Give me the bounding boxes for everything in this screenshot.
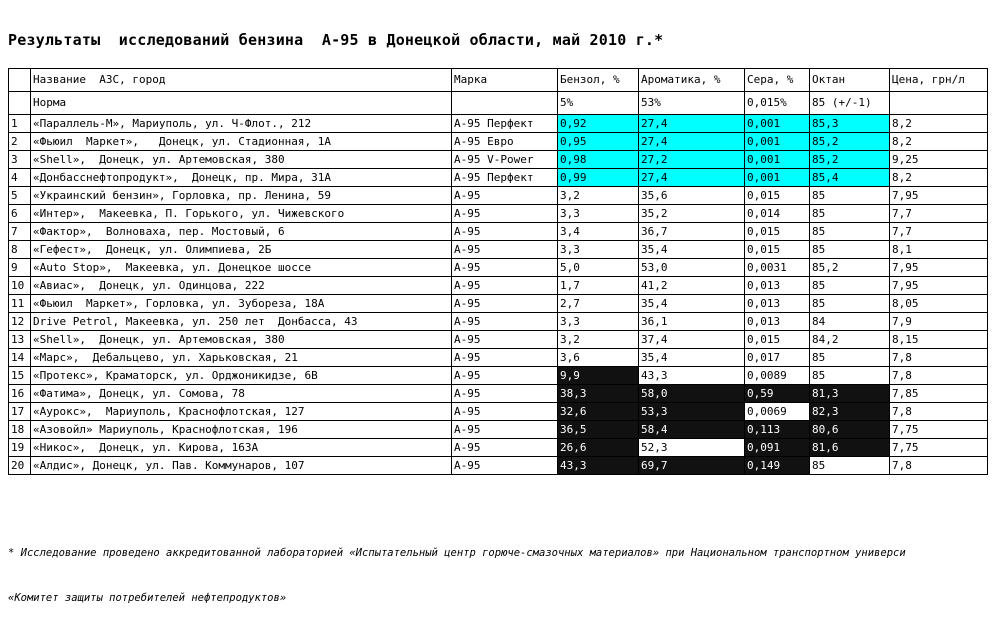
cell-octane: 80,6 xyxy=(810,421,890,439)
header-row xyxy=(9,69,988,92)
cell-brand: А-95 xyxy=(452,295,558,313)
col-header-aromatics: Ароматика, % xyxy=(639,69,745,92)
cell-brand: А-95 xyxy=(452,277,558,295)
footnote-line-2: «Комитет защиты потребителей нефтепродуктов» xyxy=(8,592,287,604)
cell-octane: 85,4 xyxy=(810,169,890,187)
cell-brand: А-95 V-Power xyxy=(452,151,558,169)
cell-name: «Никос», Донецк, ул. Кирова, 163А xyxy=(31,439,452,457)
cell-brand: А-95 xyxy=(452,205,558,223)
cell-benzol: 1,7 xyxy=(558,277,639,295)
cell-sulfur: 0,015 xyxy=(745,331,810,349)
cell-price: 9,25 xyxy=(890,151,988,169)
norm-label: Норма xyxy=(31,92,452,115)
cell-n: 8 xyxy=(9,241,31,259)
cell-octane: 85,2 xyxy=(810,151,890,169)
cell-n: 4 xyxy=(9,169,31,187)
cell-octane: 81,3 xyxy=(810,385,890,403)
norm-benzol: 5% xyxy=(558,92,639,115)
col-header-octane: Октан xyxy=(810,69,890,92)
cell-name: «Донбасснефтопродукт», Донецк, пр. Мира, 31А xyxy=(31,169,452,187)
cell-brand: А-95 Перфект xyxy=(452,169,558,187)
table-row xyxy=(9,313,988,331)
cell-name: «Фьюил Маркет», Донецк, ул. Стадионная, 1А xyxy=(31,133,452,151)
cell-price: 7,75 xyxy=(890,439,988,457)
table-row xyxy=(9,331,988,349)
cell-octane: 81,6 xyxy=(810,439,890,457)
cell-octane: 85 xyxy=(810,367,890,385)
cell-n: 2 xyxy=(9,133,31,151)
cell-aromatics: 53,3 xyxy=(639,403,745,421)
cell-name: «Shell», Донецк, ул. Артемовская, 380 xyxy=(31,331,452,349)
cell-brand: А-95 xyxy=(452,385,558,403)
table-row xyxy=(9,403,988,421)
cell-octane: 85,3 xyxy=(810,115,890,133)
cell-price: 8,15 xyxy=(890,331,988,349)
cell-benzol: 3,2 xyxy=(558,187,639,205)
cell-price: 7,9 xyxy=(890,313,988,331)
cell-aromatics: 43,3 xyxy=(639,367,745,385)
cell-name: «Авиас», Донецк, ул. Одинцова, 222 xyxy=(31,277,452,295)
cell-price: 8,1 xyxy=(890,241,988,259)
cell-price: 7,95 xyxy=(890,187,988,205)
col-header-benzol: Бензол, % xyxy=(558,69,639,92)
cell-price: 7,8 xyxy=(890,349,988,367)
cell-aromatics: 35,4 xyxy=(639,349,745,367)
cell-price: 8,2 xyxy=(890,115,988,133)
cell-brand: А-95 xyxy=(452,439,558,457)
cell-n: 16 xyxy=(9,385,31,403)
cell-name: «Фьюил Маркет», Горловка, ул. Зубореза, 18А xyxy=(31,295,452,313)
cell-benzol: 0,99 xyxy=(558,169,639,187)
cell-aromatics: 69,7 xyxy=(639,457,745,475)
cell-octane: 85 xyxy=(810,205,890,223)
cell-sulfur: 0,091 xyxy=(745,439,810,457)
cell-brand: А-95 xyxy=(452,457,558,475)
cell-sulfur: 0,014 xyxy=(745,205,810,223)
cell-octane: 85,2 xyxy=(810,259,890,277)
cell-sulfur: 0,017 xyxy=(745,349,810,367)
cell-sulfur: 0,015 xyxy=(745,241,810,259)
cell-sulfur: 0,015 xyxy=(745,223,810,241)
cell-n: 7 xyxy=(9,223,31,241)
cell-octane: 85,2 xyxy=(810,133,890,151)
cell-sulfur: 0,149 xyxy=(745,457,810,475)
cell-benzol: 32,6 xyxy=(558,403,639,421)
norm-octane: 85 (+/-1) xyxy=(810,92,890,115)
cell-sulfur: 0,001 xyxy=(745,115,810,133)
cell-benzol: 38,3 xyxy=(558,385,639,403)
table-row xyxy=(9,259,988,277)
cell-name: «Параллель-М», Мариуполь, ул. Ч-Флот., 212 xyxy=(31,115,452,133)
cell-benzol: 26,6 xyxy=(558,439,639,457)
norm-aromatics: 53% xyxy=(639,92,745,115)
table-row xyxy=(9,115,988,133)
table-row xyxy=(9,241,988,259)
cell-brand: А-95 xyxy=(452,313,558,331)
cell-price: 7,85 xyxy=(890,385,988,403)
cell-benzol: 3,2 xyxy=(558,331,639,349)
cell-aromatics: 35,4 xyxy=(639,295,745,313)
cell-sulfur: 0,013 xyxy=(745,313,810,331)
cell-price: 7,75 xyxy=(890,421,988,439)
cell-price: 7,8 xyxy=(890,457,988,475)
cell-sulfur: 0,0031 xyxy=(745,259,810,277)
cell-price: 7,7 xyxy=(890,223,988,241)
norm-row xyxy=(9,92,988,115)
cell-octane: 85 xyxy=(810,349,890,367)
norm-number xyxy=(9,92,31,115)
table-row xyxy=(9,421,988,439)
cell-brand: А-95 xyxy=(452,223,558,241)
cell-octane: 85 xyxy=(810,277,890,295)
cell-price: 7,7 xyxy=(890,205,988,223)
cell-brand: А-95 xyxy=(452,367,558,385)
cell-n: 18 xyxy=(9,421,31,439)
cell-brand: А-95 xyxy=(452,403,558,421)
cell-sulfur: 0,59 xyxy=(745,385,810,403)
cell-n: 1 xyxy=(9,115,31,133)
cell-name: «Алдис», Донецк, ул. Пав. Коммунаров, 107 xyxy=(31,457,452,475)
cell-n: 11 xyxy=(9,295,31,313)
table-row xyxy=(9,133,988,151)
cell-aromatics: 52,3 xyxy=(639,439,745,457)
cell-n: 19 xyxy=(9,439,31,457)
cell-n: 14 xyxy=(9,349,31,367)
cell-octane: 85 xyxy=(810,457,890,475)
cell-benzol: 3,4 xyxy=(558,223,639,241)
cell-benzol: 0,98 xyxy=(558,151,639,169)
table-row xyxy=(9,223,988,241)
cell-aromatics: 35,6 xyxy=(639,187,745,205)
table-row xyxy=(9,277,988,295)
table-row xyxy=(9,295,988,313)
cell-price: 7,8 xyxy=(890,367,988,385)
cell-n: 10 xyxy=(9,277,31,295)
table-row xyxy=(9,187,988,205)
cell-benzol: 36,5 xyxy=(558,421,639,439)
norm-price xyxy=(890,92,988,115)
cell-n: 13 xyxy=(9,331,31,349)
cell-sulfur: 0,113 xyxy=(745,421,810,439)
cell-name: «Марс», Дебальцево, ул. Харьковская, 21 xyxy=(31,349,452,367)
cell-aromatics: 27,2 xyxy=(639,151,745,169)
cell-n: 12 xyxy=(9,313,31,331)
footnote-line-1: * Исследование проведено аккредитованной лабораторией «Испытательный центр горюче-смазочных материалов» при Национальном транспортном универси xyxy=(8,547,906,559)
cell-octane: 82,3 xyxy=(810,403,890,421)
cell-price: 8,05 xyxy=(890,295,988,313)
norm-brand xyxy=(452,92,558,115)
cell-benzol: 5,0 xyxy=(558,259,639,277)
cell-brand: А-95 xyxy=(452,331,558,349)
page-title: Результаты исследований бензина А-95 в Донецкой области, май 2010 г.* xyxy=(8,31,664,49)
cell-octane: 85 xyxy=(810,295,890,313)
cell-name: «Фактор», Волноваха, пер. Мостовый, 6 xyxy=(31,223,452,241)
cell-sulfur: 0,015 xyxy=(745,187,810,205)
cell-aromatics: 58,0 xyxy=(639,385,745,403)
cell-benzol: 0,92 xyxy=(558,115,639,133)
results-table xyxy=(8,68,988,475)
cell-n: 9 xyxy=(9,259,31,277)
cell-name: «Аурокс», Мариуполь, Краснофлотская, 127 xyxy=(31,403,452,421)
cell-brand: А-95 xyxy=(452,421,558,439)
cell-n: 15 xyxy=(9,367,31,385)
cell-brand: А-95 xyxy=(452,349,558,367)
cell-n: 6 xyxy=(9,205,31,223)
cell-name: «Гефест», Донецк, ул. Олимпиева, 2Б xyxy=(31,241,452,259)
cell-price: 8,2 xyxy=(890,133,988,151)
col-header-number xyxy=(9,69,31,92)
cell-brand: А-95 xyxy=(452,187,558,205)
cell-brand: А-95 xyxy=(452,241,558,259)
col-header-price: Цена, грн/л xyxy=(890,69,988,92)
col-header-sulfur: Сера, % xyxy=(745,69,810,92)
cell-name: «Интер», Макеевка, П. Горького, ул. Чижевского xyxy=(31,205,452,223)
cell-benzol: 2,7 xyxy=(558,295,639,313)
cell-octane: 85 xyxy=(810,241,890,259)
cell-sulfur: 0,013 xyxy=(745,295,810,313)
cell-name: «Азовойл» Мариуполь, Краснофлотская, 196 xyxy=(31,421,452,439)
cell-octane: 85 xyxy=(810,223,890,241)
cell-octane: 84 xyxy=(810,313,890,331)
cell-sulfur: 0,001 xyxy=(745,133,810,151)
cell-aromatics: 27,4 xyxy=(639,169,745,187)
table-row xyxy=(9,151,988,169)
cell-aromatics: 37,4 xyxy=(639,331,745,349)
table-row xyxy=(9,367,988,385)
cell-price: 7,8 xyxy=(890,403,988,421)
col-header-brand: Марка xyxy=(452,69,558,92)
cell-aromatics: 27,4 xyxy=(639,115,745,133)
cell-benzol: 3,3 xyxy=(558,241,639,259)
cell-n: 17 xyxy=(9,403,31,421)
cell-brand: А-95 Перфект xyxy=(452,115,558,133)
table-row xyxy=(9,205,988,223)
cell-aromatics: 53,0 xyxy=(639,259,745,277)
table-row xyxy=(9,169,988,187)
cell-aromatics: 58,4 xyxy=(639,421,745,439)
cell-brand: А-95 xyxy=(452,259,558,277)
cell-aromatics: 35,2 xyxy=(639,205,745,223)
cell-brand: А-95 Евро xyxy=(452,133,558,151)
cell-aromatics: 35,4 xyxy=(639,241,745,259)
cell-aromatics: 36,7 xyxy=(639,223,745,241)
cell-benzol: 3,6 xyxy=(558,349,639,367)
table-row xyxy=(9,457,988,475)
cell-name: «Протекс», Краматорск, ул. Орджоникидзе, 6В xyxy=(31,367,452,385)
cell-sulfur: 0,013 xyxy=(745,277,810,295)
cell-name: «Auto Stop», Макеевка, ул. Донецкое шоссе xyxy=(31,259,452,277)
table-row xyxy=(9,385,988,403)
cell-n: 3 xyxy=(9,151,31,169)
cell-n: 20 xyxy=(9,457,31,475)
cell-benzol: 43,3 xyxy=(558,457,639,475)
cell-octane: 85 xyxy=(810,187,890,205)
cell-aromatics: 41,2 xyxy=(639,277,745,295)
cell-benzol: 0,95 xyxy=(558,133,639,151)
cell-aromatics: 27,4 xyxy=(639,133,745,151)
cell-n: 5 xyxy=(9,187,31,205)
cell-price: 8,2 xyxy=(890,169,988,187)
cell-name: «Фатима», Донецк, ул. Сомова, 78 xyxy=(31,385,452,403)
cell-aromatics: 36,1 xyxy=(639,313,745,331)
cell-octane: 84,2 xyxy=(810,331,890,349)
cell-sulfur: 0,001 xyxy=(745,151,810,169)
table-row xyxy=(9,349,988,367)
cell-name: «Украинский бензин», Горловка, пр. Ленина, 59 xyxy=(31,187,452,205)
footnote xyxy=(8,516,906,621)
norm-sulfur: 0,015% xyxy=(745,92,810,115)
table-row xyxy=(9,439,988,457)
cell-sulfur: 0,0069 xyxy=(745,403,810,421)
cell-sulfur: 0,001 xyxy=(745,169,810,187)
cell-name: Drive Petrol, Макеевка, ул. 250 лет Донбасса, 43 xyxy=(31,313,452,331)
cell-price: 7,95 xyxy=(890,277,988,295)
cell-name: «Shell», Донецк, ул. Артемовская, 380 xyxy=(31,151,452,169)
cell-price: 7,95 xyxy=(890,259,988,277)
col-header-name: Название АЗС, город xyxy=(31,69,452,92)
cell-benzol: 3,3 xyxy=(558,313,639,331)
cell-sulfur: 0,0089 xyxy=(745,367,810,385)
cell-benzol: 9,9 xyxy=(558,367,639,385)
cell-benzol: 3,3 xyxy=(558,205,639,223)
